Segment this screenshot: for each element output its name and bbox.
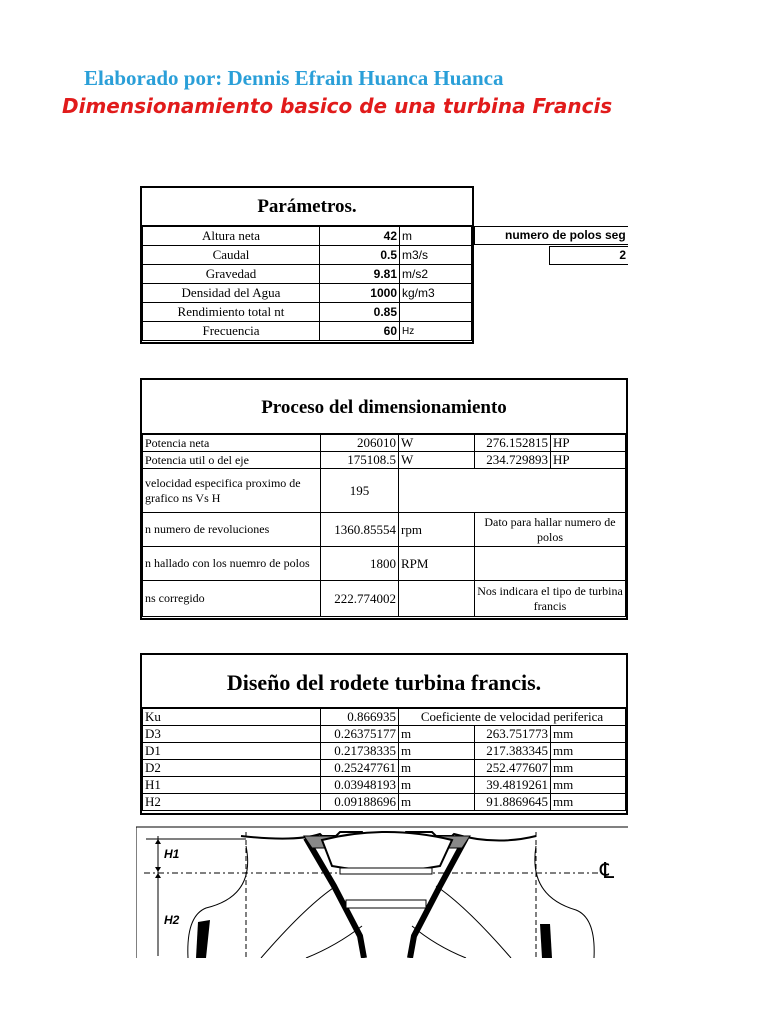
h1-arrow-up bbox=[155, 839, 161, 844]
proceso-row bbox=[143, 435, 626, 452]
row-unit-2: HP bbox=[551, 435, 626, 452]
blade-inner-left bbox=[306, 926, 362, 958]
param-row bbox=[143, 246, 472, 265]
runner-hub-cavity bbox=[322, 832, 452, 871]
row-unit-2: HP bbox=[551, 452, 626, 469]
row-value-2: 39.4819261 bbox=[475, 777, 551, 794]
param-label: Densidad del Agua bbox=[143, 284, 320, 303]
runner-cross-section bbox=[136, 826, 628, 958]
centerline-symbol: ℄ bbox=[600, 859, 615, 884]
param-row bbox=[143, 227, 472, 246]
param-unit: m3/s bbox=[400, 246, 472, 265]
band-right bbox=[540, 924, 552, 958]
empty-cell bbox=[399, 581, 475, 617]
param-row bbox=[143, 284, 472, 303]
row-label: Ku bbox=[143, 709, 321, 726]
param-value: 60 bbox=[320, 322, 400, 341]
param-unit: Hz bbox=[400, 322, 472, 341]
row-unit-2: mm bbox=[551, 726, 626, 743]
empty-cell bbox=[475, 547, 626, 581]
proceso-row bbox=[143, 581, 626, 617]
h1-label: H1 bbox=[164, 847, 180, 861]
param-row bbox=[143, 303, 472, 322]
proceso-row bbox=[143, 547, 626, 581]
rodete-row bbox=[143, 709, 626, 726]
parametros-table bbox=[140, 186, 474, 344]
param-value: 1000 bbox=[320, 284, 400, 303]
row-label: velocidad especifica proximo de grafico ns Vs H bbox=[143, 469, 321, 513]
row-value: 0.866935 bbox=[321, 709, 399, 726]
param-unit: m/s2 bbox=[400, 265, 472, 284]
row-unit: RPM bbox=[399, 547, 475, 581]
row-label: D1 bbox=[143, 743, 321, 760]
proceso-title: Proceso del dimensionamiento bbox=[142, 380, 626, 434]
row-unit: m bbox=[399, 743, 475, 760]
rodete-title: Diseño del rodete turbina francis. bbox=[142, 655, 626, 708]
rodete-row bbox=[143, 794, 626, 811]
param-label: Caudal bbox=[143, 246, 320, 265]
row-note: Dato para hallar numero de polos bbox=[475, 513, 626, 547]
row-unit-2: mm bbox=[551, 743, 626, 760]
runner-hub-flange bbox=[340, 868, 432, 874]
row-label: n hallado con los nuemro de polos bbox=[143, 547, 321, 581]
runner-hub-ring bbox=[346, 900, 426, 908]
row-value: 1800 bbox=[321, 547, 399, 581]
runner-drawing bbox=[136, 826, 628, 958]
row-unit: rpm bbox=[399, 513, 475, 547]
row-label: D3 bbox=[143, 726, 321, 743]
h2-label: H2 bbox=[164, 913, 180, 927]
row-value-2: 234.729893 bbox=[475, 452, 551, 469]
param-row bbox=[143, 322, 472, 341]
row-unit: m bbox=[399, 760, 475, 777]
rodete-row bbox=[143, 743, 626, 760]
row-value-2: 217.383345 bbox=[475, 743, 551, 760]
row-note: Nos indicara el tipo de turbina francis bbox=[475, 581, 626, 617]
row-label: D2 bbox=[143, 760, 321, 777]
row-unit: W bbox=[399, 435, 475, 452]
row-value: 0.26375177 bbox=[321, 726, 399, 743]
document-title: Dimensionamiento basico de una turbina Francis bbox=[62, 94, 613, 118]
band-left bbox=[196, 920, 210, 958]
param-row bbox=[143, 265, 472, 284]
row-value: 222.774002 bbox=[321, 581, 399, 617]
row-label: H2 bbox=[143, 794, 321, 811]
rodete-row bbox=[143, 777, 626, 794]
rodete-row bbox=[143, 726, 626, 743]
parametros-title: Parámetros. bbox=[142, 188, 472, 226]
param-value: 0.5 bbox=[320, 246, 400, 265]
row-value: 0.21738335 bbox=[321, 743, 399, 760]
param-unit bbox=[400, 303, 472, 322]
param-label: Frecuencia bbox=[143, 322, 320, 341]
proceso-row bbox=[143, 452, 626, 469]
param-label: Gravedad bbox=[143, 265, 320, 284]
blade-line-left bbox=[261, 886, 336, 958]
param-label: Altura neta bbox=[143, 227, 320, 246]
param-unit: m bbox=[400, 227, 472, 246]
row-value: 0.03948193 bbox=[321, 777, 399, 794]
proceso-row bbox=[143, 513, 626, 547]
param-label: Rendimiento total nt bbox=[143, 303, 320, 322]
param-value: 9.81 bbox=[320, 265, 400, 284]
h2-arrow-up bbox=[155, 873, 161, 878]
row-value-2: 91.8869645 bbox=[475, 794, 551, 811]
row-unit-2: mm bbox=[551, 760, 626, 777]
row-value: 206010 bbox=[321, 435, 399, 452]
blade-line-right bbox=[436, 886, 511, 958]
row-value: 0.09188696 bbox=[321, 794, 399, 811]
row-unit: m bbox=[399, 777, 475, 794]
row-unit: m bbox=[399, 726, 475, 743]
row-value-2: 263.751773 bbox=[475, 726, 551, 743]
h1-arrow-down bbox=[155, 867, 161, 872]
param-value: 0.85 bbox=[320, 303, 400, 322]
blade-curve-left bbox=[188, 846, 248, 958]
row-note: Coeficiente de velocidad periferica bbox=[399, 709, 626, 726]
proceso-row bbox=[143, 469, 626, 513]
row-label: H1 bbox=[143, 777, 321, 794]
rodete-row bbox=[143, 760, 626, 777]
row-value: 175108.5 bbox=[321, 452, 399, 469]
polos-value: 2 bbox=[549, 246, 628, 265]
row-label: ns corregido bbox=[143, 581, 321, 617]
row-unit: W bbox=[399, 452, 475, 469]
row-label: Potencia neta bbox=[143, 435, 321, 452]
blade-inner-right bbox=[412, 926, 466, 958]
rodete-table bbox=[140, 653, 628, 815]
row-value: 1360.85554 bbox=[321, 513, 399, 547]
row-unit: m bbox=[399, 794, 475, 811]
empty-cell bbox=[399, 469, 626, 513]
row-value-2: 252.477607 bbox=[475, 760, 551, 777]
polos-label: numero de polos seg bbox=[474, 226, 628, 245]
row-label: n numero de revoluciones bbox=[143, 513, 321, 547]
author-line: Elaborado por: Dennis Efrain Huanca Huanca bbox=[84, 66, 504, 90]
proceso-table bbox=[140, 378, 628, 620]
param-value: 42 bbox=[320, 227, 400, 246]
row-unit-2: mm bbox=[551, 794, 626, 811]
row-value: 195 bbox=[321, 469, 399, 513]
param-unit: kg/m3 bbox=[400, 284, 472, 303]
row-value: 0.25247761 bbox=[321, 760, 399, 777]
row-unit-2: mm bbox=[551, 777, 626, 794]
row-value-2: 276.152815 bbox=[475, 435, 551, 452]
row-label: Potencia util o del eje bbox=[143, 452, 321, 469]
